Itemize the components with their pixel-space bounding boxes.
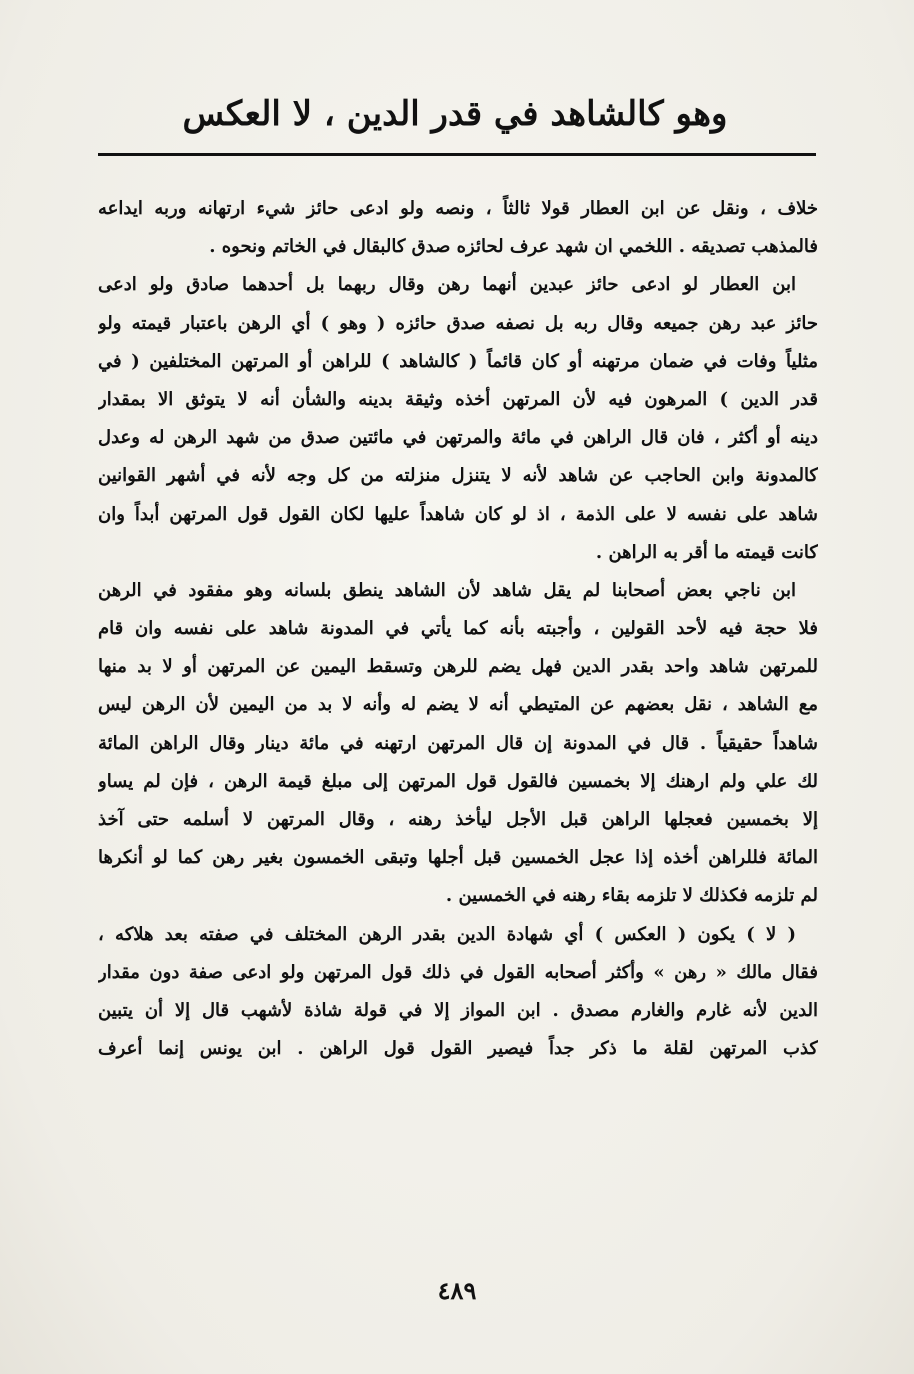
text-line: قدر الدين ) المرهون فيه لأن المرتهن أخذه وثيقة بدينه والشأن أنه لا يتوثق الا بمقدار (98, 388, 818, 410)
text-line: فلا حجة فيه لأحد القولين ، وأجبته بأنه كما يأتي في المدونة شاهد على نفسه وان قام (98, 618, 818, 640)
header-divider (98, 153, 816, 156)
text-line: كانت قيمته ما أقر به الراهن . (595, 541, 818, 563)
text-line: حائز عبد رهن جميعه وقال ربه بل نصفه صدق حائزه ( وهو ) أي الرهن باعتبار قيمته ولو (98, 312, 818, 334)
text-line: دينه أو أكثر ، فان قال الراهن في مائة والمرتهن في مائتين صدق من شهد الرهن له وعدل (98, 427, 818, 449)
text-line: مع الشاهد ، نقل بعضهم عن المتيطي أنه لا يضم له وأنه لا بد من اليمين لأن الرهن ليس (98, 694, 818, 716)
text-line: شاهداً حقيقياً . قال في المدونة إن قال المرتهن ارتهنه في مائة دينار وقال الراهن المائة (98, 732, 818, 754)
text-line: ابن ناجي بعض أصحابنا لم يقل شاهد لأن الشاهد ينطق بلسانه وهو مفقود في الرهن (98, 579, 796, 601)
text-line: كالمدونة وابن الحاجب عن شاهد لأنه لا يتنزل منزلته من كل وجه لأنه في أشهر القوانين (98, 465, 818, 487)
text-line: مثلياً وفات في ضمان مرتهنه أو كان قائماً ( كالشاهد ) للراهن أو المرتهن المختلفين ( في (98, 350, 818, 372)
text-line: لك علي ولم ارهنك إلا بخمسين فالقول قول المرتهن إلى مبلغ قيمة الرهن ، فإن لم يساو (98, 770, 818, 792)
text-line: المائة فللراهن أخذه إذا عجل الخمسين قبل أجلها وتبقى الخمسون بغير رهن كما لو أنكرها (98, 847, 818, 869)
text-line: ابن العطار لو ادعى حائز عبدين أنهما رهن وقال ربهما بل أحدهما صادق ولو ادعى (98, 274, 796, 296)
text-line: فقال مالك « رهن » وأكثر أصحابه القول في ذلك قول المرتهن ولو ادعى صفة دون مقدار (98, 961, 818, 983)
page-header-title: وهو كالشاهد في قدر الدين ، لا العكس (182, 94, 728, 134)
text-line: الدين لأنه غارم والغارم مصدق . ابن المواز إلا في قولة شاذة لأشهب قال إلا أن يتبين (98, 999, 818, 1021)
page-number: ٤٨٩ (437, 1276, 477, 1305)
text-line: لم تلزمه فكذلك لا تلزمه بقاء رهنه في الخمسين . (445, 885, 818, 907)
text-line: إلا بخمسين فعجلها الراهن قبل الأجل ليأخذ رهنه ، وقال المرتهن لا أسلمه حتى آخذ (98, 809, 818, 830)
text-line: شاهد على نفسه لا على الذمة ، اذ لو كان شاهداً عليها لكان القول قول المرتهن أبداً وان (98, 503, 818, 525)
body-text (98, 190, 818, 1068)
text-line: كذب المرتهن لقلة ما ذكر جداً فيصير القول قول الراهن . ابن يونس إنما أعرف (98, 1038, 818, 1060)
text-line: فالمذهب تصديقه . اللخمي ان شهد عرف لحائزه صدق كالبقال في الخاتم ونحوه . (209, 236, 818, 258)
text-line: ( لا ) يكون ( العكس ) أي شهادة الدين بقدر الرهن المختلف في صفته بعد هلاكه ، (98, 923, 796, 945)
text-line: خلاف ، ونقل عن ابن العطار قولا ثالثاً ، ونصه ولو ادعى حائز شيء ارتهانه وربه ايداعه (98, 198, 818, 219)
text-line: للمرتهن شاهد واحد بقدر الدين فهل يضم للرهن وتسقط اليمين عن المرتهن أو لا بد منها (98, 656, 818, 678)
